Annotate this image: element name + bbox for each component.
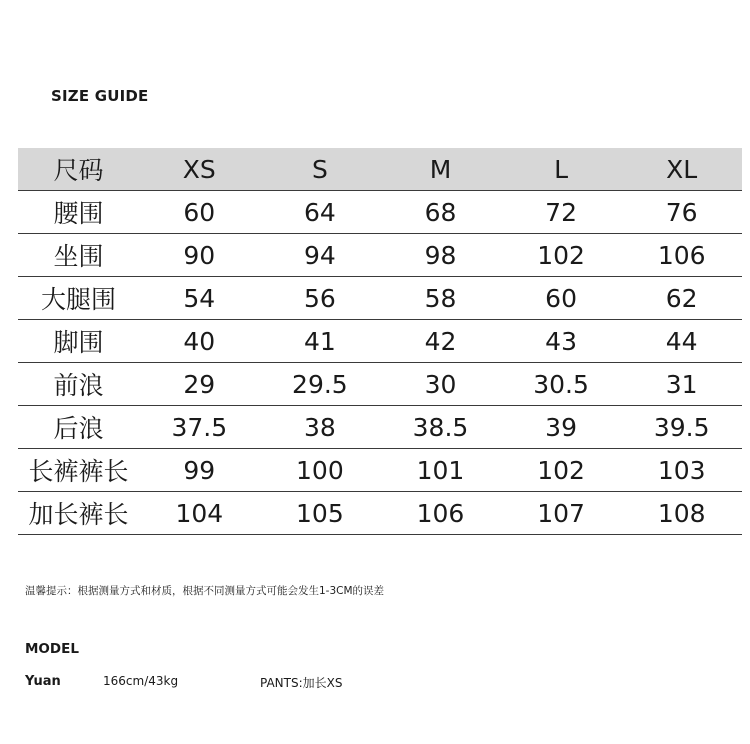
table-cell: 30.5 [501,363,622,406]
table-cell: 68 [380,191,501,234]
model-measurements: 166cm/43kg [103,674,179,688]
table-cell: 37.5 [139,406,260,449]
row-label: 长裤裤长 [18,449,139,492]
row-label: 后浪 [18,406,139,449]
header-size-label: 尺码 [18,148,139,191]
table-cell: 58 [380,277,501,320]
table-cell: 54 [139,277,260,320]
row-label: 坐围 [18,234,139,277]
row-label: 前浪 [18,363,139,406]
table-cell: 62 [621,277,742,320]
table-cell: 29.5 [260,363,381,406]
table-cell: 108 [621,492,742,535]
table-cell: 101 [380,449,501,492]
table-row [18,449,742,492]
table-cell: 105 [260,492,381,535]
model-heading: MODEL [25,641,79,657]
table-cell: 106 [380,492,501,535]
table-cell: 102 [501,234,622,277]
table-cell: 43 [501,320,622,363]
row-label: 大腿围 [18,277,139,320]
size-table [18,148,742,535]
header-xs: XS [139,148,260,191]
table-cell: 38 [260,406,381,449]
model-pants-size: PANTS:加长XS [260,676,343,690]
table-row [18,234,742,277]
table-cell: 98 [380,234,501,277]
table-cell: 106 [621,234,742,277]
table-cell: 39.5 [621,406,742,449]
header-s: S [260,148,381,191]
table-row [18,277,742,320]
table-row [18,406,742,449]
table-cell: 60 [139,191,260,234]
size-table-header-row [18,148,742,191]
header-xl: XL [621,148,742,191]
table-cell: 99 [139,449,260,492]
table-cell: 39 [501,406,622,449]
table-cell: 64 [260,191,381,234]
table-cell: 41 [260,320,381,363]
table-cell: 94 [260,234,381,277]
header-m: M [380,148,501,191]
header-l: L [501,148,622,191]
table-cell: 29 [139,363,260,406]
table-cell: 56 [260,277,381,320]
table-row [18,191,742,234]
measurement-note: 温馨提示：根据测量方式和材质，根据不同测量方式可能会发生1-3CM的误差 [25,585,385,597]
table-cell: 38.5 [380,406,501,449]
table-cell: 102 [501,449,622,492]
row-label: 脚围 [18,320,139,363]
table-cell: 107 [501,492,622,535]
table-row [18,492,742,535]
table-cell: 100 [260,449,381,492]
table-cell: 60 [501,277,622,320]
table-row [18,363,742,406]
model-name: Yuan [25,674,61,689]
table-cell: 76 [621,191,742,234]
table-cell: 31 [621,363,742,406]
table-cell: 30 [380,363,501,406]
table-cell: 42 [380,320,501,363]
table-cell: 44 [621,320,742,363]
table-cell: 90 [139,234,260,277]
row-label: 加长裤长 [18,492,139,535]
size-guide-title: SIZE GUIDE [51,87,149,105]
table-cell: 72 [501,191,622,234]
table-cell: 104 [139,492,260,535]
table-cell: 40 [139,320,260,363]
row-label: 腰围 [18,191,139,234]
table-cell: 103 [621,449,742,492]
table-row [18,320,742,363]
